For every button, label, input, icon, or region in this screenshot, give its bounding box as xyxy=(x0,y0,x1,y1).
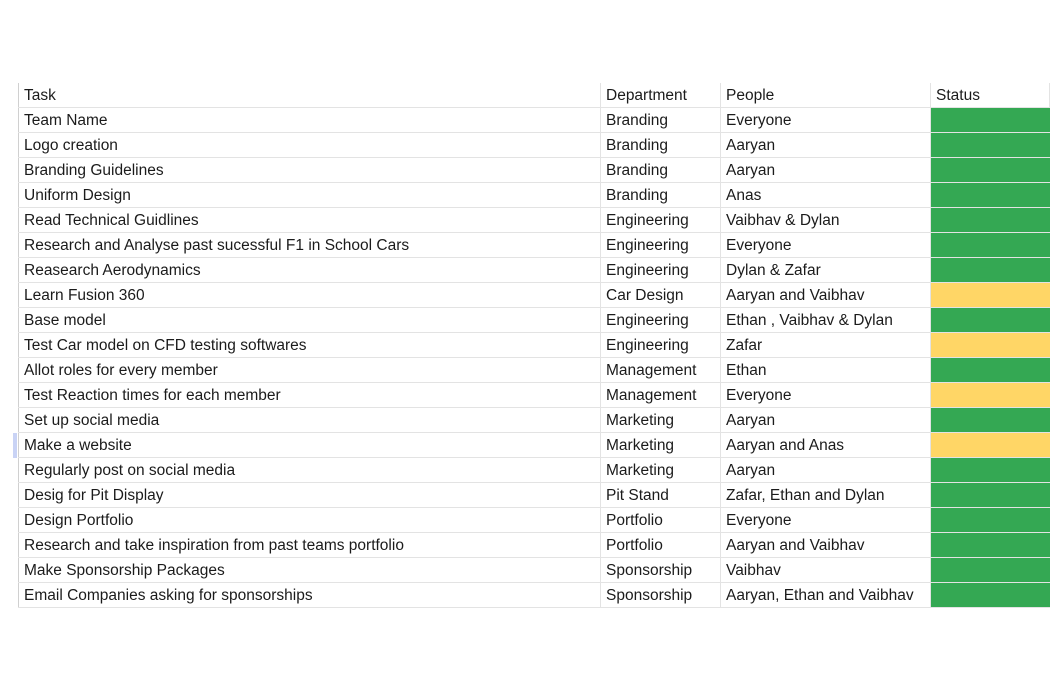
department-cell[interactable]: Marketing xyxy=(601,458,721,483)
table-row xyxy=(19,483,1050,508)
table-row xyxy=(19,133,1050,158)
people-cell[interactable]: Everyone xyxy=(721,383,931,408)
status-cell[interactable] xyxy=(931,533,1050,558)
department-cell[interactable]: Branding xyxy=(601,183,721,208)
status-cell[interactable] xyxy=(931,208,1050,233)
people-cell[interactable]: Ethan xyxy=(721,358,931,383)
table-row xyxy=(19,458,1050,483)
people-cell[interactable]: Vaibhav & Dylan xyxy=(721,208,931,233)
task-cell[interactable]: Test Reaction times for each member xyxy=(19,383,601,408)
task-cell[interactable]: Make Sponsorship Packages xyxy=(19,558,601,583)
people-cell[interactable]: Aaryan xyxy=(721,408,931,433)
table-row xyxy=(19,333,1050,358)
table-row xyxy=(19,308,1050,333)
table-row xyxy=(19,408,1050,433)
task-cell[interactable]: Read Technical Guidlines xyxy=(19,208,601,233)
task-cell[interactable]: Learn Fusion 360 xyxy=(19,283,601,308)
header-people[interactable]: People xyxy=(721,83,931,108)
table-row xyxy=(19,183,1050,208)
table-row xyxy=(19,258,1050,283)
department-cell[interactable]: Engineering xyxy=(601,308,721,333)
people-cell[interactable]: Aaryan xyxy=(721,158,931,183)
status-cell[interactable] xyxy=(931,358,1050,383)
department-cell[interactable]: Branding xyxy=(601,158,721,183)
department-cell[interactable]: Marketing xyxy=(601,408,721,433)
department-cell[interactable]: Portfolio xyxy=(601,508,721,533)
status-cell[interactable] xyxy=(931,583,1050,608)
task-cell[interactable]: Email Companies asking for sponsorships xyxy=(19,583,601,608)
department-cell[interactable]: Sponsorship xyxy=(601,558,721,583)
status-cell[interactable] xyxy=(931,158,1050,183)
status-cell[interactable] xyxy=(931,383,1050,408)
department-cell[interactable]: Portfolio xyxy=(601,533,721,558)
header-status[interactable]: Status xyxy=(931,83,1050,108)
table-row xyxy=(19,583,1050,608)
table-row xyxy=(19,358,1050,383)
task-cell[interactable]: Team Name xyxy=(19,108,601,133)
status-cell[interactable] xyxy=(931,283,1050,308)
status-cell[interactable] xyxy=(931,308,1050,333)
department-cell[interactable]: Engineering xyxy=(601,233,721,258)
people-cell[interactable]: Everyone xyxy=(721,508,931,533)
task-cell[interactable]: Regularly post on social media xyxy=(19,458,601,483)
status-cell[interactable] xyxy=(931,133,1050,158)
status-cell[interactable] xyxy=(931,233,1050,258)
task-cell[interactable]: Set up social media xyxy=(19,408,601,433)
task-cell[interactable]: Research and Analyse past sucessful F1 in School Cars xyxy=(19,233,601,258)
people-cell[interactable]: Ethan , Vaibhav & Dylan xyxy=(721,308,931,333)
people-cell[interactable]: Aaryan xyxy=(721,458,931,483)
department-cell[interactable]: Sponsorship xyxy=(601,583,721,608)
table-row xyxy=(19,208,1050,233)
task-cell[interactable]: Make a website xyxy=(19,433,601,458)
status-cell[interactable] xyxy=(931,258,1050,283)
table-row xyxy=(19,508,1050,533)
table-row xyxy=(19,233,1050,258)
people-cell[interactable]: Aaryan, Ethan and Vaibhav xyxy=(721,583,931,608)
department-cell[interactable]: Branding xyxy=(601,108,721,133)
people-cell[interactable]: Vaibhav xyxy=(721,558,931,583)
task-cell[interactable]: Uniform Design xyxy=(19,183,601,208)
task-cell[interactable]: Desig for Pit Display xyxy=(19,483,601,508)
department-cell[interactable]: Engineering xyxy=(601,258,721,283)
status-cell[interactable] xyxy=(931,183,1050,208)
status-cell[interactable] xyxy=(931,433,1050,458)
table-row xyxy=(19,533,1050,558)
task-cell[interactable]: Branding Guidelines xyxy=(19,158,601,183)
task-cell[interactable]: Base model xyxy=(19,308,601,333)
status-cell[interactable] xyxy=(931,333,1050,358)
people-cell[interactable]: Aaryan and Anas xyxy=(721,433,931,458)
department-cell[interactable]: Engineering xyxy=(601,333,721,358)
people-cell[interactable]: Aaryan and Vaibhav xyxy=(721,283,931,308)
task-cell[interactable]: Design Portfolio xyxy=(19,508,601,533)
department-cell[interactable]: Management xyxy=(601,358,721,383)
table-row xyxy=(19,383,1050,408)
department-cell[interactable]: Management xyxy=(601,383,721,408)
status-cell[interactable] xyxy=(931,483,1050,508)
people-cell[interactable]: Aaryan and Vaibhav xyxy=(721,533,931,558)
people-cell[interactable]: Zafar xyxy=(721,333,931,358)
status-cell[interactable] xyxy=(931,558,1050,583)
department-cell[interactable]: Branding xyxy=(601,133,721,158)
status-cell[interactable] xyxy=(931,458,1050,483)
task-cell[interactable]: Allot roles for every member xyxy=(19,358,601,383)
table-row xyxy=(19,108,1050,133)
header-department[interactable]: Department xyxy=(601,83,721,108)
people-cell[interactable]: Zafar, Ethan and Dylan xyxy=(721,483,931,508)
department-cell[interactable]: Pit Stand xyxy=(601,483,721,508)
table-row xyxy=(19,558,1050,583)
status-cell[interactable] xyxy=(931,408,1050,433)
department-cell[interactable]: Marketing xyxy=(601,433,721,458)
people-cell[interactable]: Dylan & Zafar xyxy=(721,258,931,283)
task-cell[interactable]: Test Car model on CFD testing softwares xyxy=(19,333,601,358)
task-cell[interactable]: Research and take inspiration from past teams portfolio xyxy=(19,533,601,558)
status-cell[interactable] xyxy=(931,508,1050,533)
table-row xyxy=(19,433,1050,458)
table-row xyxy=(19,158,1050,183)
status-cell[interactable] xyxy=(931,108,1050,133)
header-row xyxy=(19,83,1050,108)
people-cell[interactable]: Everyone xyxy=(721,233,931,258)
selected-row-marker xyxy=(13,433,17,458)
table-body xyxy=(19,108,1050,608)
table-row xyxy=(19,283,1050,308)
people-cell[interactable]: Aaryan xyxy=(721,133,931,158)
people-cell[interactable]: Everyone xyxy=(721,108,931,133)
department-cell[interactable]: Car Design xyxy=(601,283,721,308)
spreadsheet xyxy=(18,83,1050,608)
task-cell[interactable]: Reasearch Aerodynamics xyxy=(19,258,601,283)
department-cell[interactable]: Engineering xyxy=(601,208,721,233)
header-task[interactable]: Task xyxy=(19,83,601,108)
task-cell[interactable]: Logo creation xyxy=(19,133,601,158)
people-cell[interactable]: Anas xyxy=(721,183,931,208)
task-table xyxy=(18,83,1050,608)
